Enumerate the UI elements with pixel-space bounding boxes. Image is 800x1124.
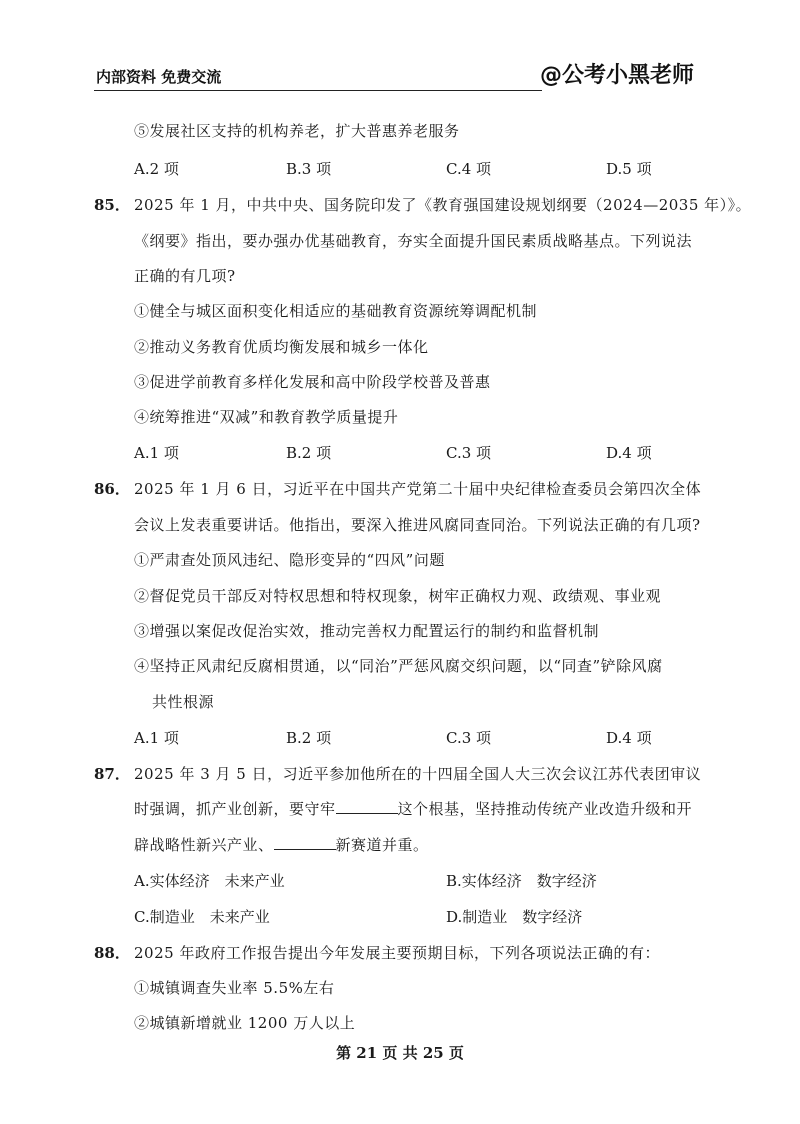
q85-item-4: ④统筹推进“双减”和教育教学质量提升 — [134, 408, 399, 426]
prev-option-c: C.4 项 — [446, 160, 492, 178]
q85-line3: 正确的有几项? — [134, 267, 236, 285]
q88-line1: 2025 年政府工作报告提出今年发展主要预期目标，下列各项说法正确的有： — [134, 944, 660, 962]
q85-line2: 《纲要》指出，要办强办优基础教育，夯实全面提升国民素质战略基点。下列说法 — [134, 232, 693, 250]
q87-line2-start: 时强调，抓产业创新，要守牢 — [134, 800, 336, 818]
q85-option-b: B.2 项 — [286, 444, 332, 462]
prev-option-a: A.2 项 — [134, 160, 179, 178]
header-left-label: 内部资料 免费交流 — [96, 68, 222, 86]
q86-line1: 2025 年 1 月 6 日，习近平在中国共产党第二十届中央纪律检查委员会第四次全体 — [134, 480, 702, 498]
q86-option-c: C.3 项 — [446, 729, 492, 747]
q87-blank-1 — [336, 799, 398, 814]
q85-number: 85． — [94, 196, 130, 214]
q86-item-4: ④坚持正风肃纪反腐相贯通，以“同治”严惩风腐交织问题，以“同查”铲除风腐 — [134, 657, 663, 675]
q85-option-a: A.1 项 — [134, 444, 179, 462]
q86-item-3: ③增强以案促改促治实效，推动完善权力配置运行的制约和监督机制 — [134, 622, 600, 640]
q87-line3-start: 辟战略性新兴产业、 — [134, 836, 274, 854]
q88-item-1: ①城镇调查失业率 5.5%左右 — [134, 979, 335, 997]
q87-line3 — [134, 834, 429, 855]
q87-option-c: C.制造业 未来产业 — [134, 908, 270, 926]
q85-line1: 2025 年 1 月，中共中央、国务院印发了《教育强国建设规划纲要（2024—2035 年）》。 — [134, 196, 752, 214]
q88-item-2: ②城镇新增就业 1200 万人以上 — [134, 1014, 356, 1032]
q87-number: 87． — [94, 765, 130, 783]
q85-option-d: D.4 项 — [606, 444, 652, 462]
q87-line3-end: 新赛道并重。 — [335, 836, 429, 854]
q86-item-1: ①严肃查处顶风违纪、隐形变异的“四风”问题 — [134, 551, 445, 569]
q86-line2: 会议上发表重要讲话。他指出，要深入推进风腐同查同治。下列说法正确的有几项? — [134, 516, 701, 534]
page-footer: 第 21 页 共 25 页 — [336, 1044, 464, 1062]
prev-item-5: ⑤发展社区支持的机构养老，扩大普惠养老服务 — [134, 122, 460, 140]
q85-item-3: ③促进学前教育多样化发展和高中阶段学校普及普惠 — [134, 373, 491, 391]
q87-option-a: A.实体经济 未来产业 — [134, 872, 285, 890]
q86-option-b: B.2 项 — [286, 729, 332, 747]
q87-blank-2 — [274, 835, 336, 850]
prev-option-b: B.3 项 — [286, 160, 332, 178]
q87-line1: 2025 年 3 月 5 日，习近平参加他所在的十四届全国人大三次会议江苏代表团审议 — [134, 765, 702, 783]
header-rule — [94, 90, 542, 91]
q85-item-1: ①健全与城区面积变化相适应的基础教育资源统筹调配机制 — [134, 302, 538, 320]
header-watermark: @公考小黑老师 — [540, 63, 695, 88]
q87-line2 — [134, 798, 692, 819]
q86-number: 86． — [94, 480, 130, 498]
q87-option-b: B.实体经济 数字经济 — [446, 872, 597, 890]
q86-item-4-continuation: 共性根源 — [152, 693, 215, 711]
prev-option-d: D.5 项 — [606, 160, 652, 178]
q86-option-d: D.4 项 — [606, 729, 652, 747]
q86-item-2: ②督促党员干部反对特权思想和特权现象，树牢正确权力观、政绩观、事业观 — [134, 587, 662, 605]
q87-line2-end: 这个根基，坚持推动传统产业改造升级和开 — [397, 800, 693, 818]
q87-option-d: D.制造业 数字经济 — [446, 908, 583, 926]
q88-number: 88． — [94, 944, 130, 962]
q85-option-c: C.3 项 — [446, 444, 492, 462]
q85-item-2: ②推动义务教育优质均衡发展和城乡一体化 — [134, 338, 429, 356]
q86-option-a: A.1 项 — [134, 729, 179, 747]
